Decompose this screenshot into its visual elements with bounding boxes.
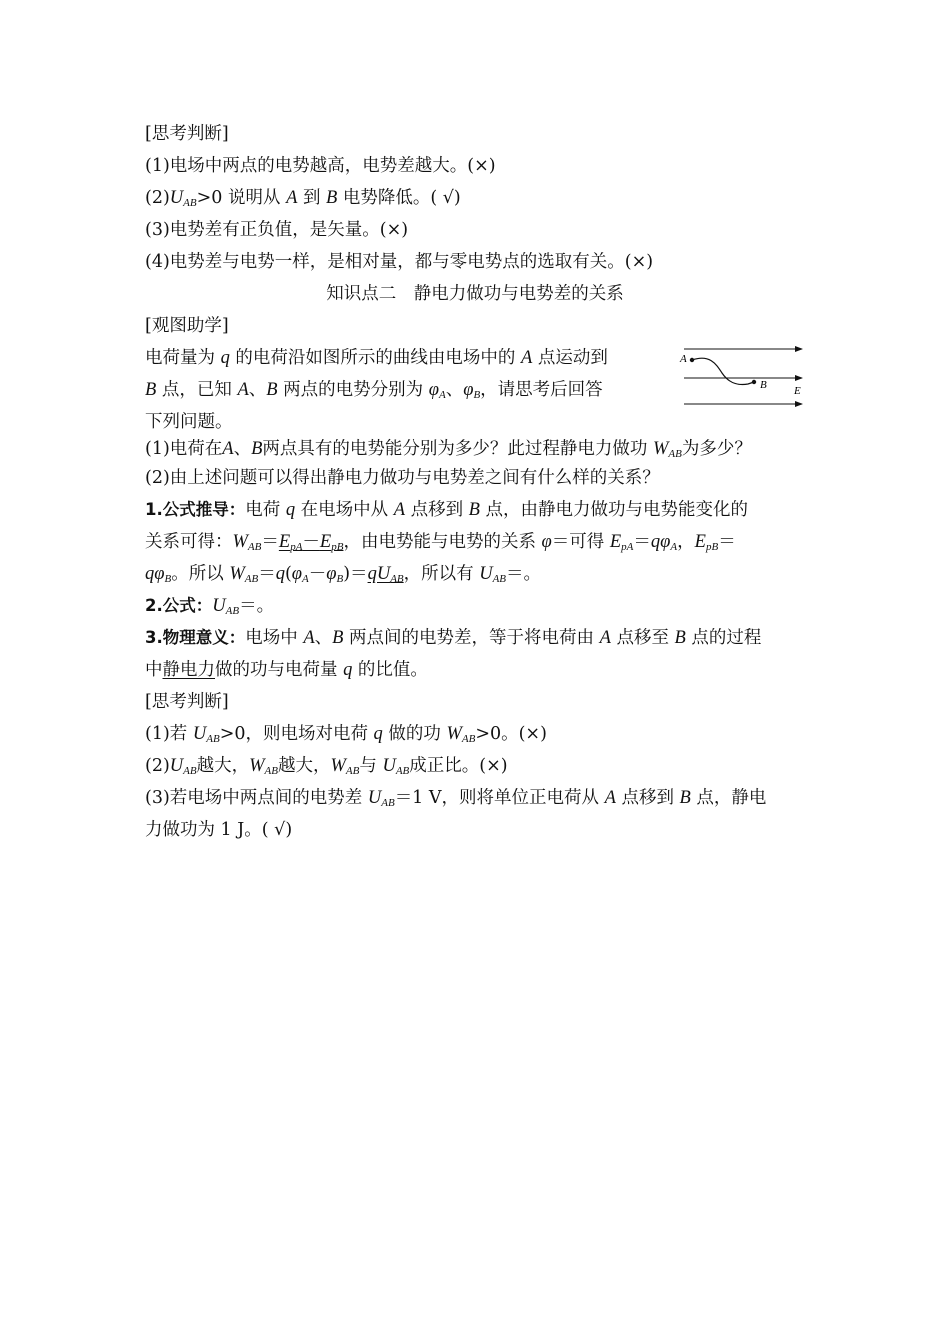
- charge-path: [692, 358, 754, 384]
- judgment-3: (3)电势差有正负值，是矢量。(×): [145, 220, 409, 240]
- judgment-3-1: (1)若 $U_{AB}>0$，则电场对电荷 q 做的功 $W_{AB}>0$。(×): [145, 724, 547, 745]
- question-2: (2)由上述问题可以得出静电力做功与电势差之间有什么样的关系？: [145, 468, 660, 488]
- section1-heading: [思考判断]: [145, 124, 229, 144]
- meaning-line-2: 中静电力做的功与电荷量 q 的比值。: [145, 660, 428, 680]
- point-b-dot: [752, 380, 756, 384]
- intro-line-1: 电荷量为 q 的电荷沿如图所示的曲线由电场中的 A 点运动到: [145, 348, 608, 368]
- label-b: B: [760, 379, 767, 391]
- formula-line: 2.公式：$U_{AB}=$。: [145, 596, 275, 617]
- judgment-3-3b: 力做功为 1 J。( √): [145, 820, 293, 840]
- formula-derivation-line-1: 1.公式推导：电荷 q 在电场中从 A 点移到 B 点，由静电力做功与电势能变化的: [145, 500, 749, 520]
- formula-derivation-line-2: 关系可得：$W_{AB}=E_{pA}-E_{pB}$，由电势能与电势的关系 φ＝可得 $E_{pA}=q\varphi_A$，$E_{pB}=$: [145, 532, 736, 553]
- question-1: (1)电荷在A、B两点具有的电势能分别为多少？此过程静电力做功 $W_{AB}$为多少？: [145, 439, 752, 460]
- intro-line-3: 下列问题。: [145, 412, 233, 432]
- judgment-2: $(2)U_{AB}>0$ 说明从 A 到 B 电势降低。( √): [145, 188, 461, 209]
- label-a: A: [680, 353, 687, 365]
- electric-field-figure: [676, 340, 810, 408]
- section3-heading: [思考判断]: [145, 692, 229, 712]
- judgment-1: (1)电场中两点的电势越高，电势差越大。(×): [145, 156, 496, 176]
- section2-heading: [观图助学]: [145, 316, 229, 336]
- formula-derivation-line-3: $q\varphi_B$。所以 $W_{AB}=q(\varphi_A-\varphi_B)=qU_{AB}$，所以有 $U_{AB}=$。: [145, 564, 542, 585]
- label-e: E: [794, 385, 801, 397]
- intro-line-2: B 点，已知 A、B 两点的电势分别为 $\varphi_A$、$\varphi_B$，请思考后回答: [145, 380, 603, 401]
- judgment-3-2: $(2)U_{AB}$越大，$W_{AB}$越大，$W_{AB}$与 $U_{AB}$成正比。(×): [145, 756, 508, 777]
- judgment-3-3a: (3)若电场中两点间的电势差 $U_{AB}=1$ V，则将单位正电荷从 A 点移到 B 点，静电: [145, 788, 767, 809]
- meaning-line-1: 3.物理意义：电场中 A、B 两点间的电势差，等于将电荷由 A 点移至 B 点的过程: [145, 628, 762, 648]
- section-title: 知识点二 静电力做功与电势差的关系: [326, 284, 624, 304]
- judgment-4: (4)电势差与电势一样，是相对量，都与零电势点的选取有关。(×): [145, 252, 654, 272]
- point-a-dot: [690, 358, 694, 362]
